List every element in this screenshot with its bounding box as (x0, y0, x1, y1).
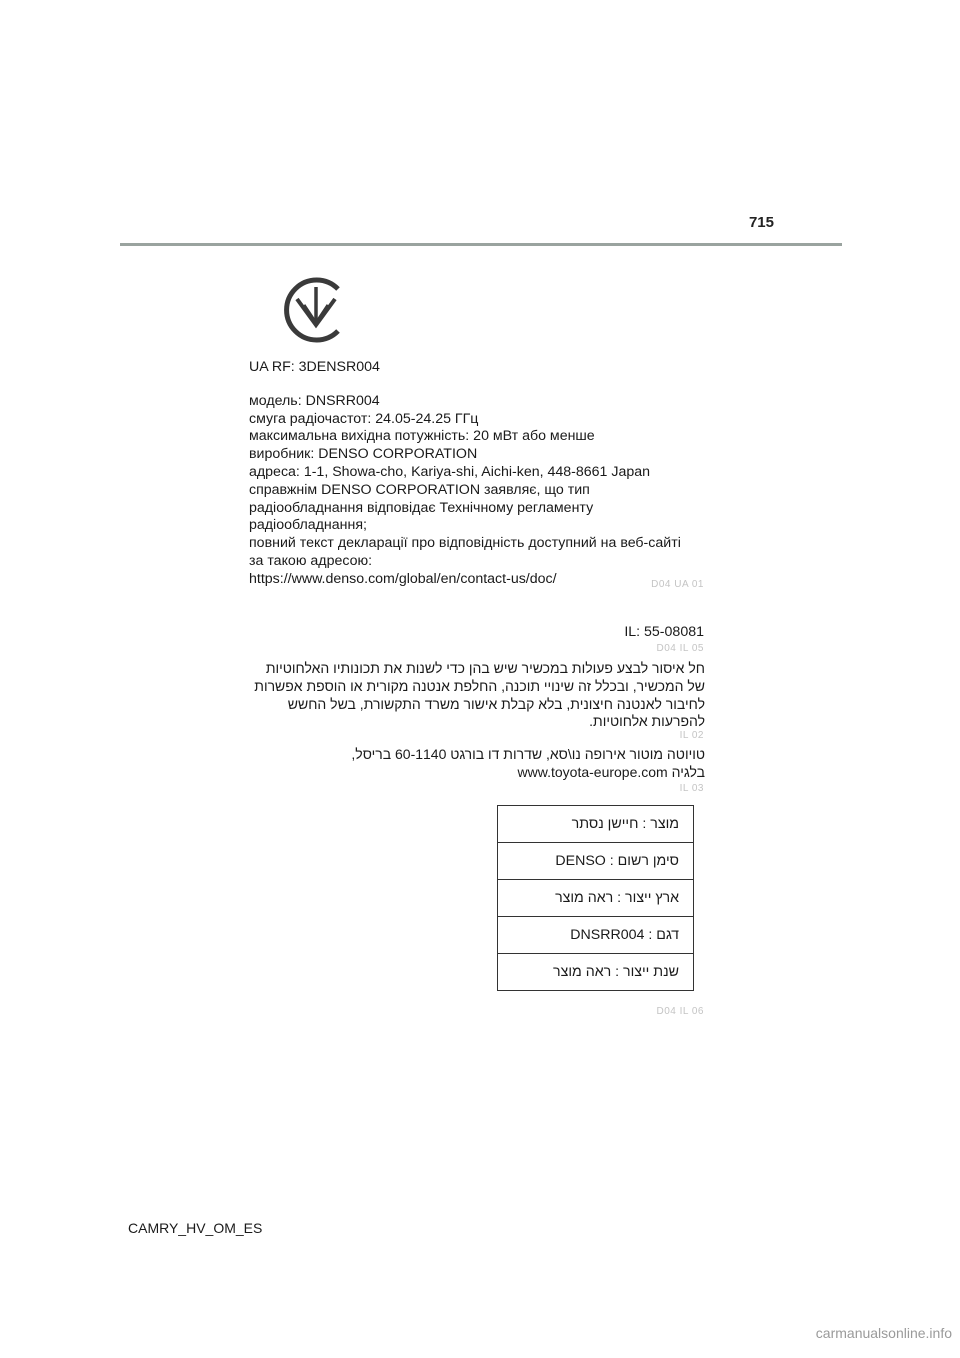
watermark: carmanualsonline.info (815, 1325, 952, 1341)
il-address-line: בלגיה www.toyota-europe.com (517, 763, 705, 780)
ua-line: виробник: DENSO CORPORATION (249, 446, 478, 463)
table-row (498, 880, 694, 917)
il-section-code: D04 IL 05 (656, 643, 704, 654)
table-cell: סימן רשום : DENSO (498, 843, 694, 880)
ua-line: за такою адресою: (249, 552, 373, 569)
ua-rf-line: UA RF: 3DENSR004 (249, 359, 380, 375)
il-paragraph-line: לחיבור לאנטנה חיצונית, בלא קבלת אישור משרד התקשורת, בשל החשש (287, 695, 705, 712)
document-id: CAMRY_HV_OM_ES (128, 1220, 263, 1236)
il-section-code: IL 02 (679, 730, 704, 741)
table-row (498, 806, 694, 843)
table-row (498, 843, 694, 880)
table-cell: ארץ ייצור : ראה מוצר (498, 880, 694, 917)
il-address-line: טויוטה מוטור אירופה נו\סא, שדרות דו בורגט 60-1140 בריסל, (351, 746, 705, 762)
ua-line: адреса: 1-1, Showa-cho, Kariya-shi, Aichi-ken, 448-8661 Japan (249, 463, 651, 480)
ua-line: модель: DNSRR004 (249, 392, 380, 409)
il-address (249, 746, 705, 782)
product-spec-table (497, 805, 694, 991)
il-section-code: D04 IL 06 (656, 1006, 704, 1017)
page-number: 715 (748, 214, 774, 231)
il-paragraph (249, 660, 705, 731)
ua-line: радіообладнання; (249, 517, 367, 534)
table-cell: מוצר : חיישן נסתר (498, 806, 694, 843)
il-paragraph-line: של המכשיר, ובכלל זה שינויי תוכנה, החלפת אנטנה מקורית או הוספת אפשרות (254, 677, 705, 694)
table-row (498, 954, 694, 991)
ua-url: https://www.denso.com/global/en/contact-us/doc/ (249, 570, 557, 587)
il-paragraph-line: חל איסור לבצע פעולות במכשיר שיש בהן כדי לשנות את תכונותיו האלחוטיות (265, 660, 705, 676)
ua-line: справжнім DENSO CORPORATION заявляє, що тип (249, 481, 590, 498)
il-paragraph-line: להפרעות אלחוטיות. (589, 713, 705, 730)
il-section-code: IL 03 (679, 783, 704, 794)
header-rule (120, 243, 842, 246)
ukrainian-conformity-mark-icon (280, 275, 350, 345)
ua-line: повний текст декларації про відповідність доступний на веб-сайті (249, 535, 681, 552)
table-cell: דגם : DNSRR004 (498, 917, 694, 954)
il-number: IL: 55-08081 (624, 624, 704, 640)
table-row (498, 917, 694, 954)
ua-declaration (249, 359, 709, 589)
ua-line: радіообладнання відповідає Технічному регламенту (249, 499, 594, 516)
ua-line: максимальна вихідна потужність: 20 мВт або менше (249, 428, 595, 445)
ua-section-code: D04 UA 01 (651, 579, 704, 590)
ua-line: смуга радіочастот: 24.05-24.25 ГГц (249, 410, 479, 427)
table-cell: שנת ייצור : ראה מוצר (498, 954, 694, 991)
